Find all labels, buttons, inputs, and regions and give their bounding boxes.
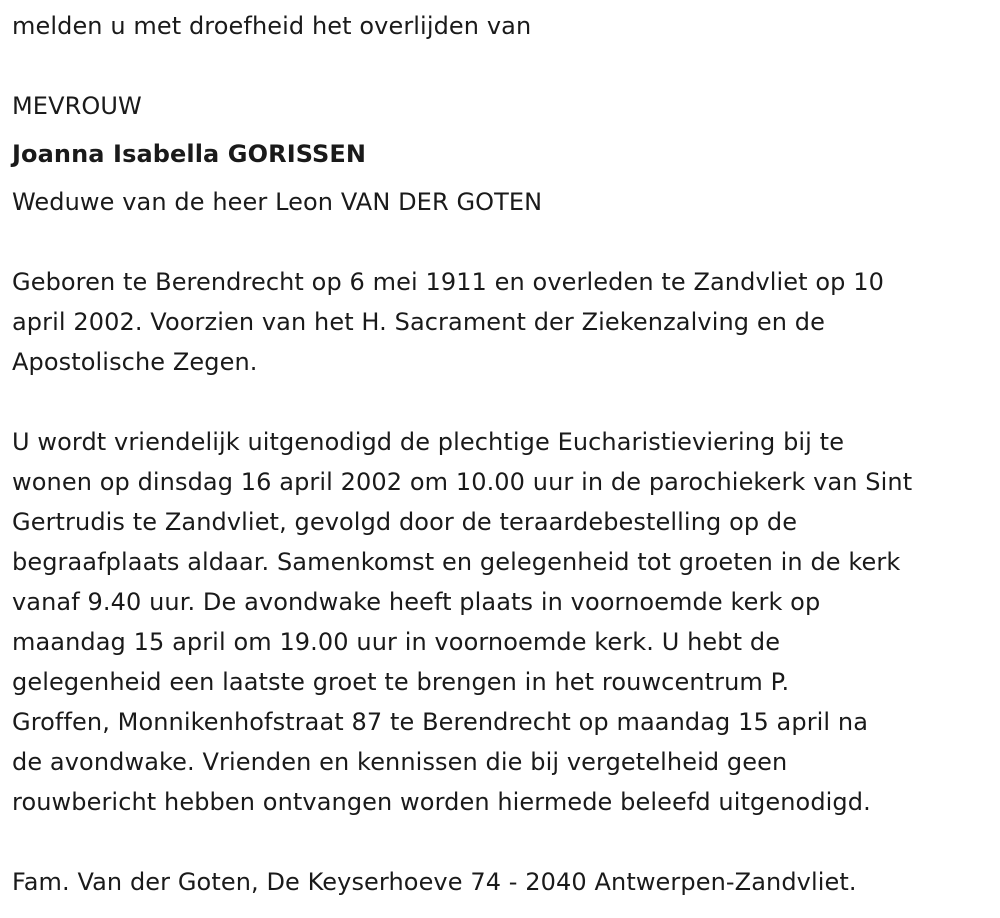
birth-death-paragraph <box>12 262 884 382</box>
paragraph-line: de avondwake. Vrienden en kennissen die bij vergetelheid geen <box>12 748 788 776</box>
paragraph-line: begraafplaats aldaar. Samenkomst en gelegenheid tot groeten in de kerk <box>12 548 901 576</box>
paragraph-line: wonen op dinsdag 16 april 2002 om 10.00 uur in de parochiekerk van Sint <box>12 468 913 496</box>
intro-text: melden u met droefheid het overlijden van <box>12 12 532 40</box>
paragraph-line: U wordt vriendelijk uitgenodigd de plechtige Eucharistieviering bij te <box>12 428 845 456</box>
honorific-title: MEVROUW <box>12 92 142 120</box>
paragraph-line: Gertrudis te Zandvliet, gevolgd door de teraardebestelling op de <box>12 508 798 536</box>
paragraph-line: Geboren te Berendrecht op 6 mei 1911 en overleden te Zandvliet op 10 <box>12 268 884 296</box>
paragraph-line: vanaf 9.40 uur. De avondwake heeft plaats in voornoemde kerk op <box>12 588 821 616</box>
invitation-paragraph <box>12 422 912 822</box>
deceased-name: Joanna Isabella GORISSEN <box>12 140 367 168</box>
paragraph-line: april 2002. Voorzien van het H. Sacrament der Ziekenzalving en de <box>12 308 825 336</box>
paragraph-line: maandag 15 april om 19.00 uur in voornoemde kerk. U hebt de <box>12 628 781 656</box>
paragraph-line: Apostolische Zegen. <box>12 348 258 376</box>
paragraph-line: Groffen, Monnikenhofstraat 87 te Berendrecht op maandag 15 april na <box>12 708 869 736</box>
family-address: Fam. Van der Goten, De Keyserhoeve 74 - 2040 Antwerpen-Zandvliet. <box>12 868 857 896</box>
paragraph-line: gelegenheid een laatste groet te brengen in het rouwcentrum P. <box>12 668 790 696</box>
paragraph-line: rouwbericht hebben ontvangen worden hiermede beleefd uitgenodigd. <box>12 788 871 816</box>
widow-of-text: Weduwe van de heer Leon VAN DER GOTEN <box>12 188 543 216</box>
